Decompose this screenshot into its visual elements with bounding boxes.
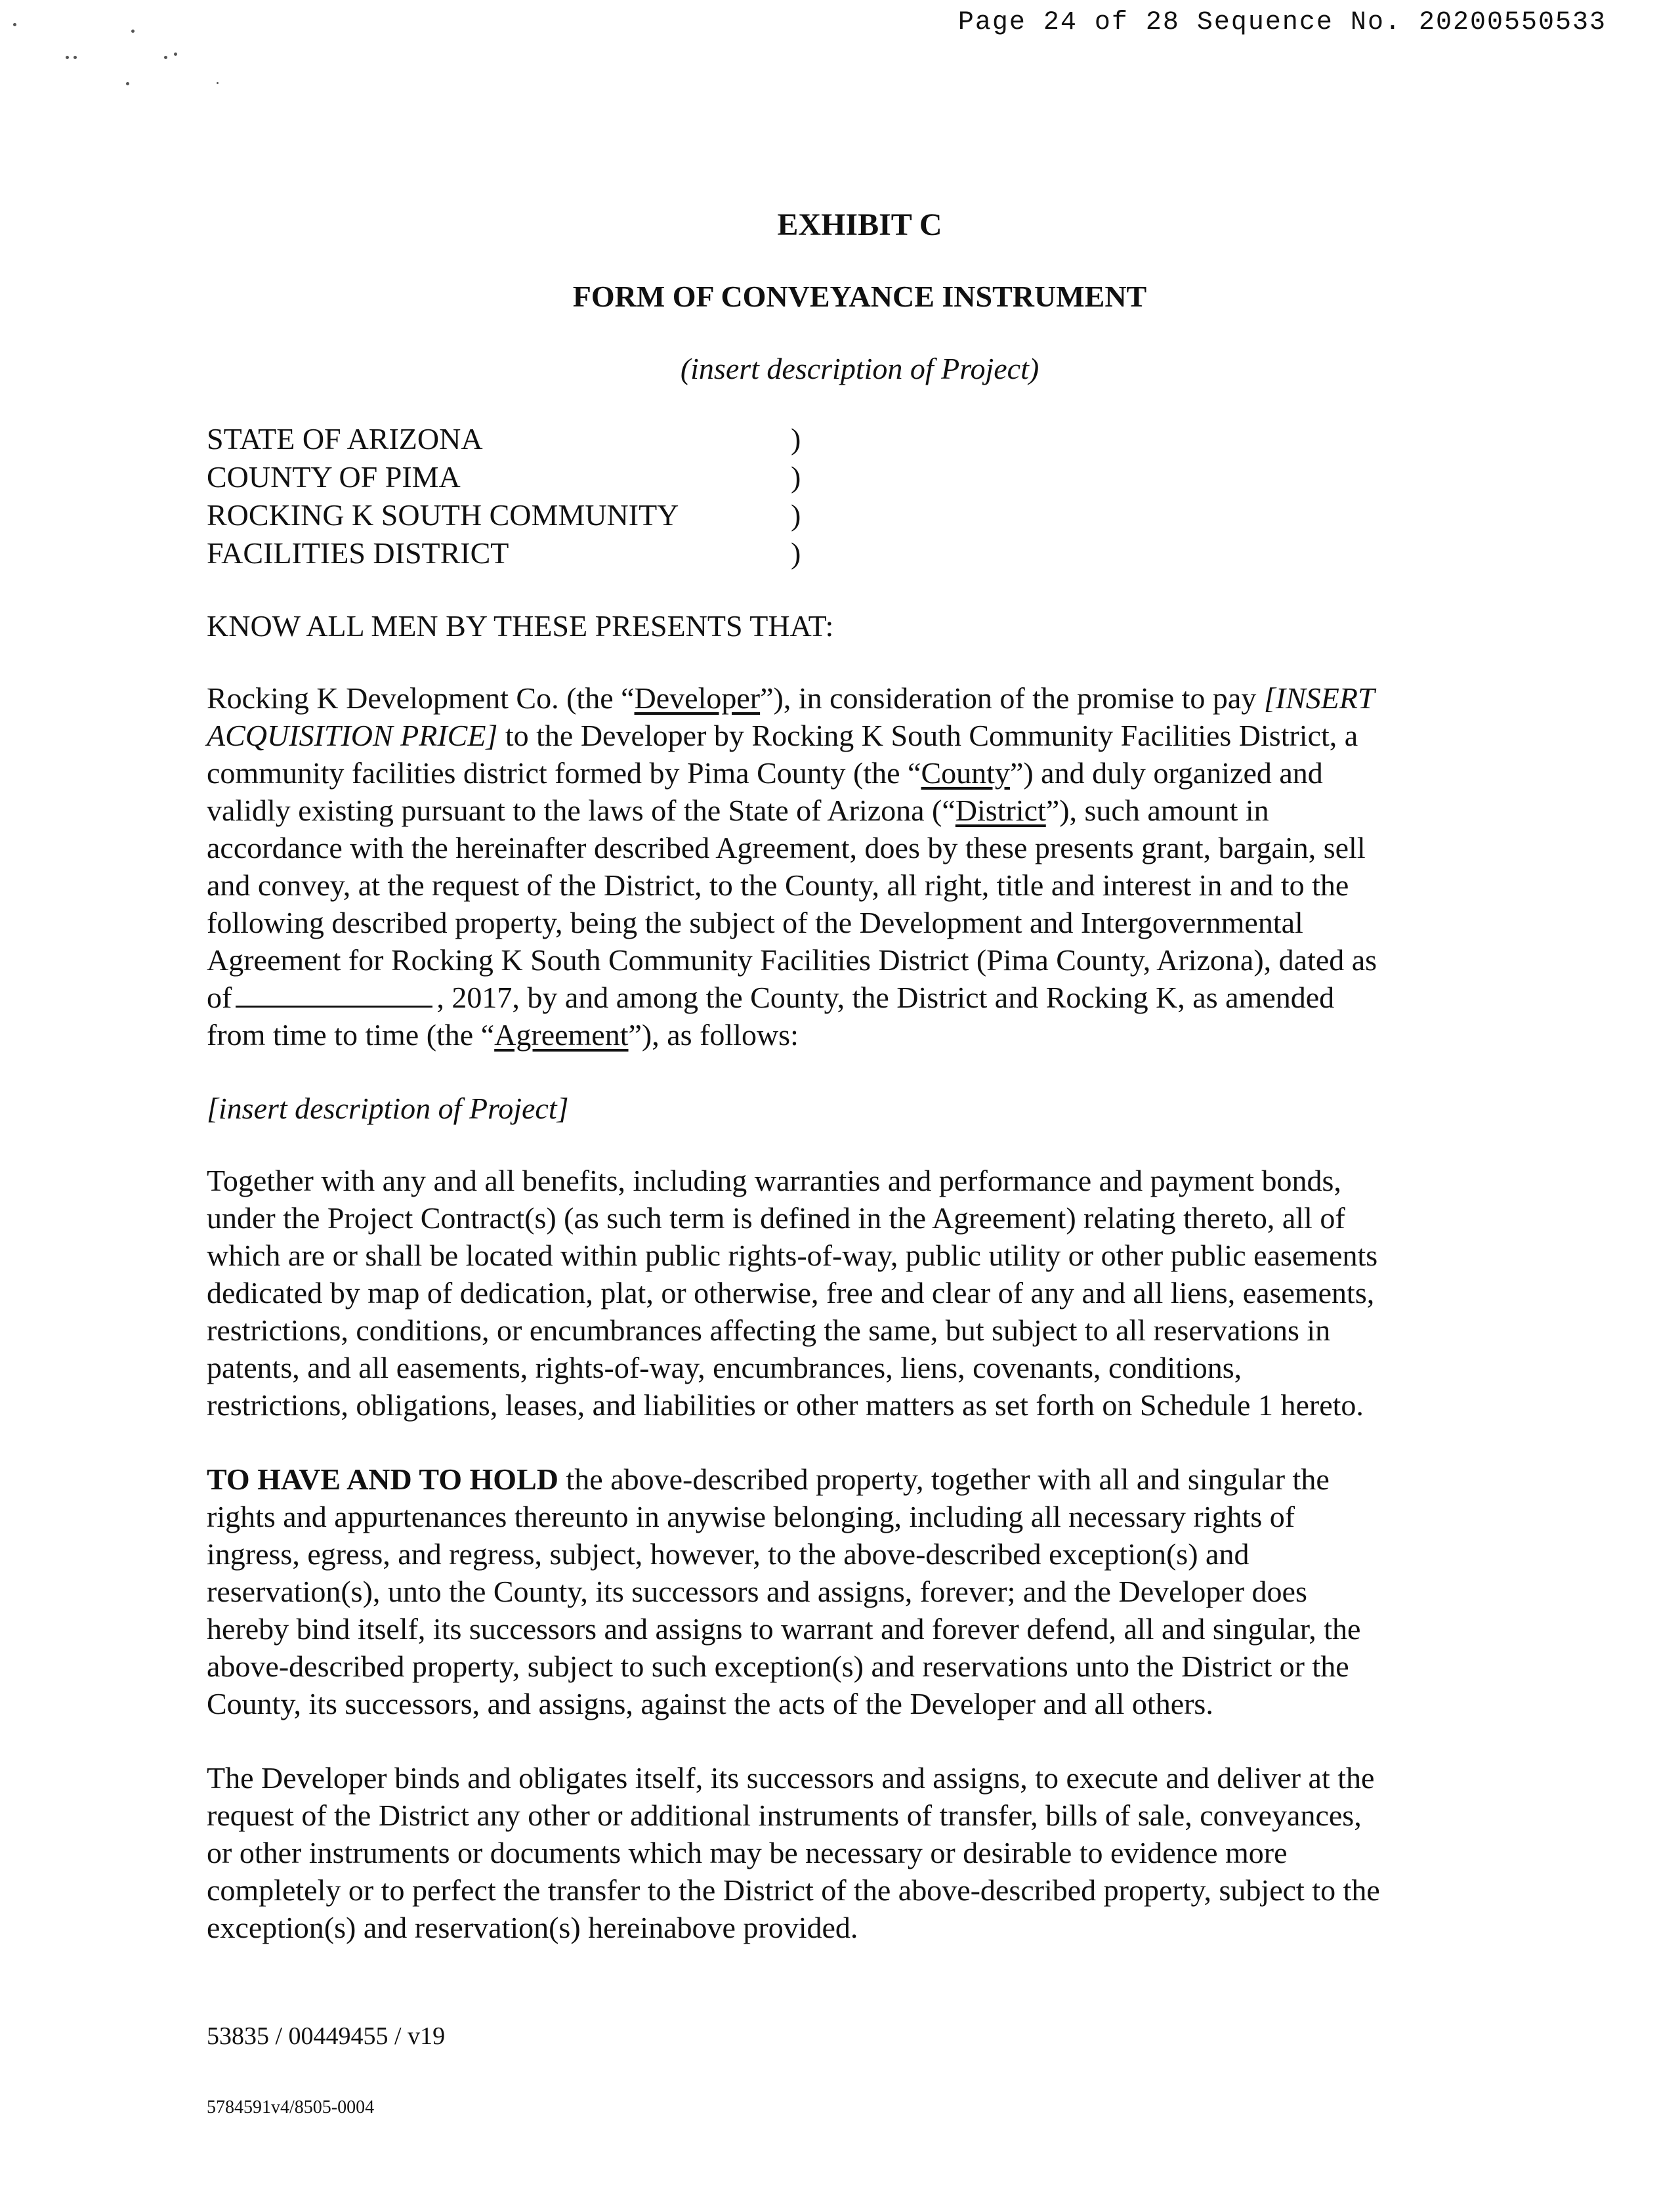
caption-row <box>207 496 801 534</box>
caption-row <box>207 420 801 458</box>
text-line: or other instruments or documents which may be necessary or desirable to evidence more <box>207 1836 1288 1869</box>
text-line: patents, and all easements, rights-of-way, encumbrances, liens, covenants, conditions, <box>207 1351 1242 1384</box>
project-description-placeholder: [insert description of Project] <box>207 1092 569 1125</box>
text-run: Rocking K Development Co. (the “ <box>207 681 635 715</box>
text-line: County, its successors, and assigns, against the acts of the Developer and all others. <box>207 1687 1213 1720</box>
text-line: accordance with the hereinafter described Agreement, does by these presents grant, bargain, sell <box>207 831 1366 864</box>
text-run: ”) and duly organized and <box>1009 756 1323 790</box>
date-blank-line <box>236 981 432 1008</box>
caption-line: COUNTY OF PIMA <box>207 460 461 494</box>
text-run: from time to time (the “ <box>207 1018 495 1052</box>
caption-line: STATE OF ARIZONA <box>207 422 483 456</box>
caption-row <box>207 534 801 572</box>
text-line <box>207 717 1493 754</box>
conveyance-paragraph <box>207 679 1493 1054</box>
text-line: exception(s) and reservation(s) hereinabove provided. <box>207 1911 858 1944</box>
text-line: above-described property, subject to such exception(s) and reservations unto the District or the <box>207 1650 1349 1683</box>
text-line: under the Project Contract(s) (as such term is defined in the Agreement) relating thereto, all of <box>207 1201 1345 1235</box>
text-line: completely or to perfect the transfer to the District of the above-described property, subject to the <box>207 1873 1380 1907</box>
text-line: restrictions, conditions, or encumbrances affecting the same, but subject to all reservations in <box>207 1313 1331 1347</box>
text-line: reservation(s), unto the County, its successors and assigns, forever; and the Developer does <box>207 1575 1307 1608</box>
text-line: hereby bind itself, its successors and assigns to warrant and forever defend, all and singular, the <box>207 1612 1361 1646</box>
know-all-heading: KNOW ALL MEN BY THESE PRESENTS THAT: <box>207 609 834 643</box>
caption-block <box>207 420 801 572</box>
text-line: restrictions, obligations, leases, and liabilities or other matters as set forth on Schedule 1 hereto. <box>207 1388 1364 1422</box>
text-run: community facilities district formed by Pima County (the “ <box>207 756 921 790</box>
caption-paren: ) <box>791 460 801 494</box>
text-line: which are or shall be located within public rights-of-way, public utility or other public easements <box>207 1239 1378 1272</box>
defined-term-developer: Developer <box>634 681 761 715</box>
defined-term-agreement: Agreement <box>494 1018 629 1052</box>
text-line: ingress, egress, and regress, subject, however, to the above-described exception(s) and <box>207 1537 1250 1571</box>
text-run: ”), in consideration of the promise to pay <box>760 681 1264 715</box>
document-number: 53835 / 00449455 / v19 <box>207 2022 446 2050</box>
text-run: the above-described property, together with all and singular the <box>558 1462 1330 1496</box>
text-line: dedicated by map of dedication, plat, or otherwise, free and clear of any and all liens, easements, <box>207 1276 1375 1310</box>
caption-line: ROCKING K SOUTH COMMUNITY <box>207 498 679 532</box>
caption-paren: ) <box>791 536 801 570</box>
text-run: of <box>207 981 232 1014</box>
benefits-paragraph <box>207 1162 1493 1424</box>
habendum-paragraph <box>207 1460 1493 1722</box>
text-line: Together with any and all benefits, including warranties and performance and payment bonds, <box>207 1164 1341 1197</box>
defined-term-district: District <box>955 794 1046 827</box>
text-run: ”), as follows: <box>628 1018 799 1052</box>
text-line: request of the District any other or additional instruments of transfer, bills of sale, conveyances, <box>207 1799 1362 1832</box>
text-line: following described property, being the subject of the Development and Intergovernmental <box>207 906 1303 939</box>
text-line <box>207 979 1493 1016</box>
caption-row <box>207 458 801 496</box>
page-sequence-stamp: Page 24 of 28 Sequence No. 20200550533 <box>957 8 1606 37</box>
habendum-heading: TO HAVE AND TO HOLD <box>207 1462 558 1496</box>
text-line <box>207 1016 1493 1054</box>
caption-paren: ) <box>791 498 801 532</box>
text-line: The Developer binds and obligates itself, its successors and assigns, to execute and deliver at the <box>207 1761 1375 1795</box>
form-heading: FORM OF CONVEYANCE INSTRUMENT <box>572 280 1147 313</box>
file-number: 5784591v4/8505-0004 <box>207 2097 375 2118</box>
exhibit-heading: EXHIBIT C <box>777 207 942 242</box>
defined-term-county: County <box>921 756 1010 790</box>
text-run: validly existing pursuant to the laws of the State of Arizona (“ <box>207 794 956 827</box>
further-assurances-paragraph <box>207 1759 1493 1946</box>
text-line <box>207 792 1493 829</box>
text-line <box>207 1460 1493 1498</box>
placeholder-acquisition-price: ACQUISITION PRICE] <box>207 719 498 752</box>
text-run: to the Developer by Rocking K South Community Facilities District, a <box>497 719 1358 752</box>
text-line: rights and appurtenances thereunto in anywise belonging, including all necessary rights of <box>207 1500 1295 1533</box>
project-subtitle: (insert description of Project) <box>680 352 1040 385</box>
text-line <box>207 754 1493 792</box>
text-run: ”), such amount in <box>1045 794 1269 827</box>
text-line: and convey, at the request of the District, to the County, all right, title and interest in and to the <box>207 868 1349 902</box>
text-line: Agreement for Rocking K South Community Facilities District (Pima County, Arizona), dated as <box>207 943 1377 977</box>
caption-paren: ) <box>791 422 801 456</box>
text-run: , 2017, by and among the County, the District and Rocking K, as amended <box>436 981 1335 1014</box>
placeholder-acquisition-price: [INSERT <box>1263 681 1375 715</box>
caption-line: FACILITIES DISTRICT <box>207 536 509 570</box>
text-line <box>207 679 1493 717</box>
